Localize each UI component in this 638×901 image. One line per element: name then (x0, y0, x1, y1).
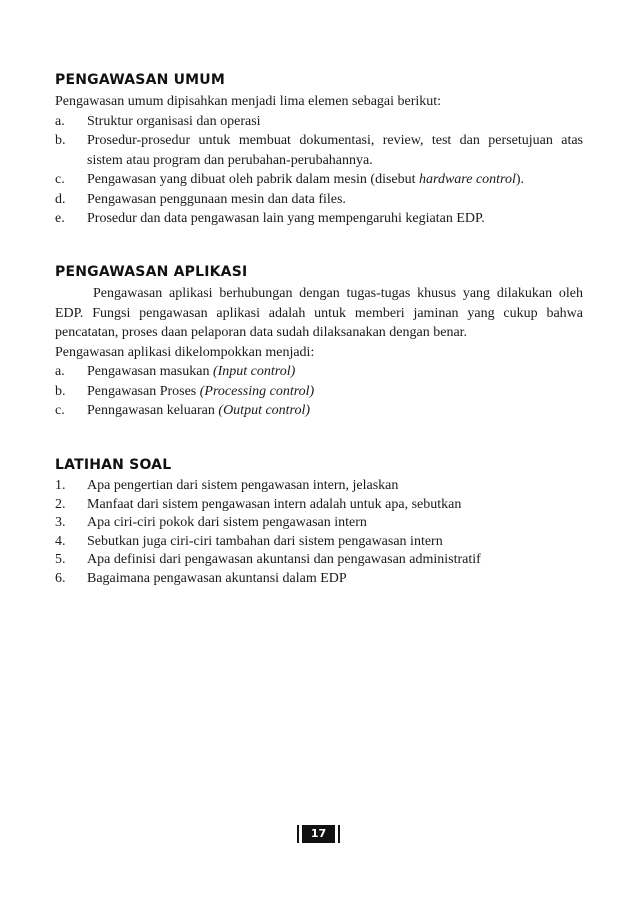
page-number (297, 823, 340, 845)
list-marker: b. (55, 383, 66, 399)
list-marker: d. (55, 191, 66, 207)
italic-term: (Output control) (218, 403, 311, 418)
list-item (55, 170, 583, 190)
list-item (55, 112, 583, 132)
question-item (55, 514, 583, 533)
list-marker: 5. (55, 552, 66, 567)
list-item-text (87, 382, 583, 402)
list-marker: 3. (55, 515, 66, 530)
list-marker: 6. (55, 570, 66, 586)
list-item (55, 362, 583, 382)
list-marker: c. (55, 172, 65, 187)
question-item (55, 551, 583, 570)
text-part: Penngawasan keluaran (87, 403, 219, 418)
question-item (55, 570, 583, 589)
section-heading: PENGAWASAN APLIKASI (55, 264, 248, 280)
list-item-text: Prosedur-prosedur untuk membuat dokumentasi, review, test dan persetujuan atas sistem atau program dan perubahan-perubahannya. (87, 133, 583, 168)
list-item (55, 382, 583, 402)
question-text: Apa ciri-ciri pokok dari sistem pengawasan intern (87, 515, 367, 530)
italic-term: hardware control (419, 172, 516, 187)
list-item (55, 131, 583, 170)
italic-term: (Processing control) (199, 383, 315, 399)
list-item (55, 209, 583, 229)
list-marker: c. (55, 403, 65, 418)
list-item-text (87, 401, 583, 421)
question-list (55, 477, 583, 588)
question-text: Apa definisi dari pengawasan akuntansi dan pengawasan administratif (87, 552, 481, 567)
element-list (55, 112, 583, 229)
list-marker: 4. (55, 533, 66, 549)
page-number-bar-right (338, 825, 340, 843)
list-item-text (87, 362, 583, 382)
list-marker: e. (55, 211, 65, 226)
question-text: Bagaimana pengawasan akuntansi dalam EDP (87, 570, 347, 586)
list-marker: a. (55, 113, 65, 129)
section-pengawasan-aplikasi (55, 264, 583, 421)
question-text: Sebutkan juga ciri-ciri tambahan dari sistem pengawasan intern (87, 533, 443, 549)
section-pengawasan-umum (55, 72, 583, 229)
control-list (55, 362, 583, 421)
list-item-text: Prosedur dan data pengawasan lain yang mempengaruhi kegiatan EDP. (87, 211, 485, 226)
list-item-text: Struktur organisasi dan operasi (87, 113, 261, 129)
section-heading: PENGAWASAN UMUM (55, 72, 225, 88)
text-part: Pengawasan yang dibuat oleh pabrik dalam mesin (disebut (87, 172, 420, 187)
page-number-label: 17 (302, 825, 335, 843)
list-item (55, 190, 583, 210)
text-part: Pengawasan Proses (87, 383, 200, 399)
text-part: Pengawasan masukan (87, 364, 213, 379)
page-number-bar-left (297, 825, 299, 843)
question-item (55, 533, 583, 552)
section-paragraph: Pengawasan aplikasi berhubungan dengan tugas-tugas khusus yang dilakukan oleh EDP. Fungsi pengawasan aplikasi adalah untuk memberi jaminan yang cukup bahwa pencatatan, proses daan pelaporan data sudah dilaksanakan dengan benar. (55, 286, 583, 340)
question-item (55, 477, 583, 496)
list-marker: a. (55, 364, 65, 379)
list-item-text: Pengawasan penggunaan mesin dan data files. (87, 191, 346, 207)
section-heading: LATIHAN SOAL (55, 457, 172, 473)
section-latihan-soal (55, 457, 583, 588)
question-item (55, 496, 583, 515)
question-text: Manfaat dari sistem pengawasan intern adalah untuk apa, sebutkan (87, 496, 462, 512)
list-item-text (87, 170, 583, 190)
list-marker: 2. (55, 496, 66, 512)
italic-term: (Input control) (212, 364, 296, 379)
section-intro: Pengawasan aplikasi dikelompokkan menjadi: (55, 344, 315, 360)
section-intro: Pengawasan umum dipisahkan menjadi lima elemen sebagai berikut: (55, 94, 442, 109)
list-item (55, 401, 583, 421)
question-text: Apa pengertian dari sistem pengawasan intern, jelaskan (87, 478, 399, 493)
list-marker: 1. (55, 478, 66, 493)
list-marker: b. (55, 133, 66, 148)
text-part: ). (515, 172, 525, 187)
